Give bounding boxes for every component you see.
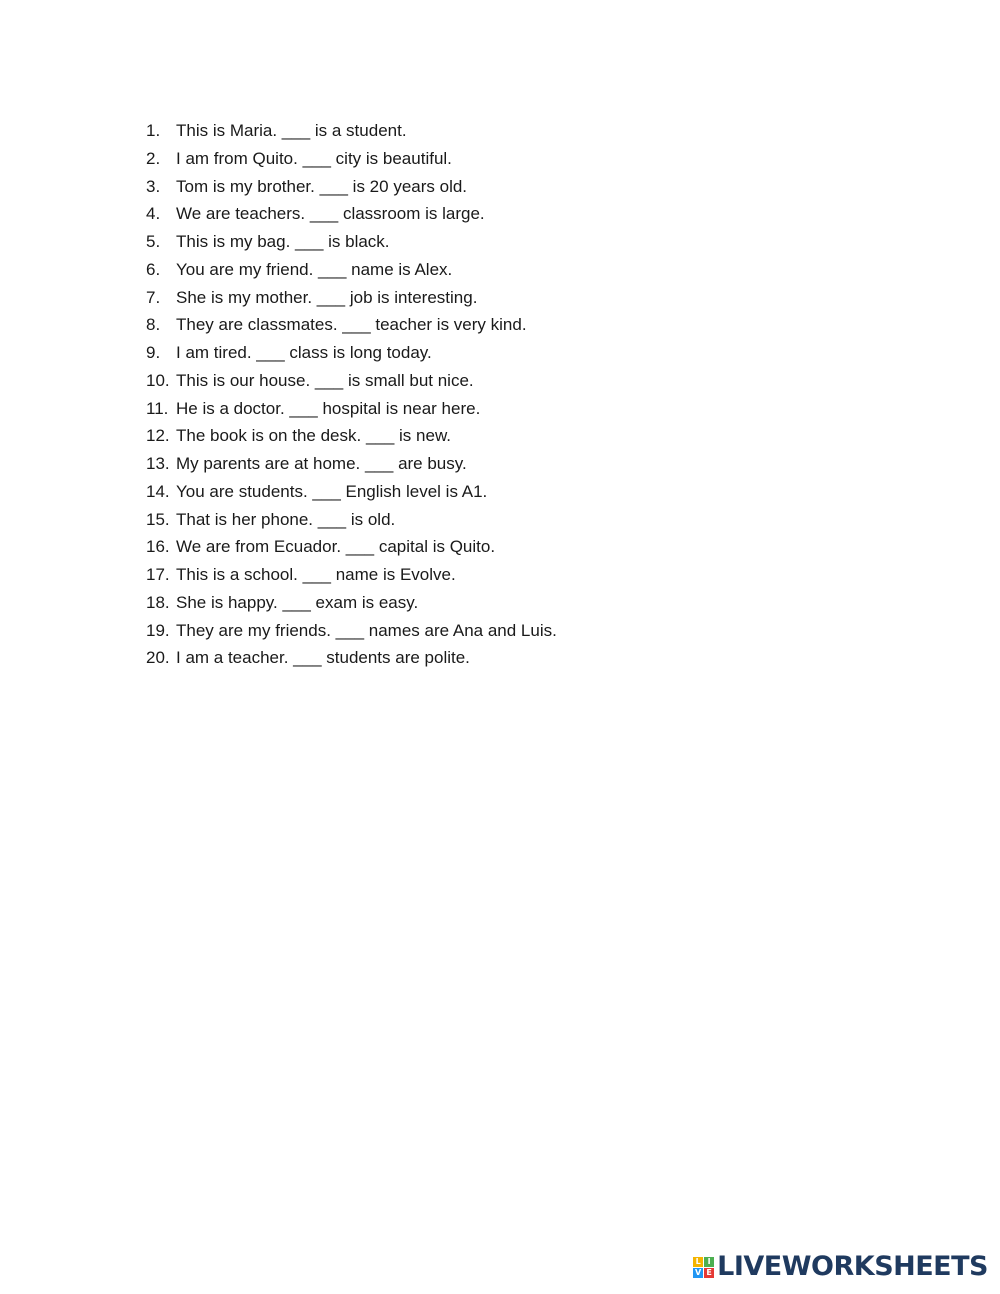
item-sentence: You are my friend. ___ name is Alex. (176, 259, 453, 279)
item-sentence: We are from Ecuador. ___ capital is Quito. (176, 537, 496, 557)
item-number: 15. (146, 509, 170, 529)
logo-tile: E (704, 1268, 714, 1278)
item-sentence: The book is on the desk. ___ is new. (176, 426, 452, 446)
item-number: 20. (146, 648, 170, 668)
exercise-item (146, 339, 557, 367)
exercise-item (146, 173, 557, 201)
item-sentence: This is a school. ___ name is Evolve. (176, 565, 456, 584)
item-sentence: I am a teacher. ___ students are polite. (176, 648, 470, 668)
item-sentence: My parents are at home. ___ are busy. (176, 454, 467, 473)
exercise-item (146, 284, 557, 312)
exercise-item (146, 367, 557, 395)
item-number: 16. (146, 537, 170, 557)
item-number: 1. (146, 121, 161, 140)
exercise-item (146, 561, 557, 589)
logo-tile: I (704, 1257, 714, 1267)
item-sentence: They are classmates. ___ teacher is very kind. (176, 315, 527, 335)
item-sentence: I am tired. ___ class is long today. (176, 343, 432, 362)
item-number: 17. (146, 565, 170, 584)
exercise-item (146, 450, 557, 478)
item-number: 6. (146, 259, 161, 279)
item-number: 18. (146, 592, 170, 612)
liveworksheets-logo-icon (693, 1257, 714, 1278)
item-number: 12. (146, 426, 170, 446)
exercise-item (146, 311, 557, 339)
exercise-item (146, 200, 557, 228)
item-sentence: That is her phone. ___ is old. (176, 509, 396, 529)
item-sentence: Tom is my brother. ___ is 20 years old. (176, 176, 468, 196)
item-number: 2. (146, 148, 161, 168)
item-sentence: They are my friends. ___ names are Ana and Luis. (176, 620, 557, 640)
item-number: 4. (146, 204, 161, 224)
item-sentence: This is our house. ___ is small but nice. (176, 370, 474, 390)
item-number: 7. (146, 287, 161, 307)
item-number: 5. (146, 232, 161, 251)
item-number: 10. (146, 370, 170, 390)
item-sentence: This is Maria. ___ is a student. (176, 121, 407, 140)
exercise-item (146, 478, 557, 506)
exercise-item (146, 617, 557, 645)
item-sentence: This is my bag. ___ is black. (176, 232, 390, 251)
item-sentence: He is a doctor. ___ hospital is near here. (176, 398, 481, 418)
item-sentence: She is my mother. ___ job is interesting. (176, 287, 478, 307)
exercise-item (146, 644, 557, 672)
liveworksheets-brand (693, 1252, 988, 1282)
item-number: 9. (146, 343, 161, 362)
item-number: 11. (146, 398, 169, 418)
exercise-item (146, 228, 557, 256)
item-number: 13. (146, 454, 170, 473)
brand-name: LIVEWORKSHEETS (717, 1251, 988, 1282)
exercise-item (146, 117, 557, 145)
item-sentence: I am from Quito. ___ city is beautiful. (176, 148, 452, 168)
logo-tile: V (695, 1267, 702, 1277)
item-sentence: You are students. ___ English level is A1. (176, 481, 488, 501)
exercise-item (146, 395, 557, 423)
item-number: 14. (146, 481, 170, 501)
exercise-item (146, 256, 557, 284)
item-number: 8. (146, 315, 161, 335)
exercise-item (146, 589, 557, 617)
item-number: 19. (146, 620, 170, 640)
exercise-item (146, 533, 557, 561)
exercise-item (146, 506, 557, 534)
exercise-list (146, 117, 557, 672)
exercise-item (146, 145, 557, 173)
item-sentence: She is happy. ___ exam is easy. (176, 592, 419, 612)
exercise-item (146, 422, 557, 450)
item-number: 3. (146, 176, 161, 196)
item-sentence: We are teachers. ___ classroom is large. (176, 204, 485, 224)
logo-tile: L (693, 1257, 703, 1267)
